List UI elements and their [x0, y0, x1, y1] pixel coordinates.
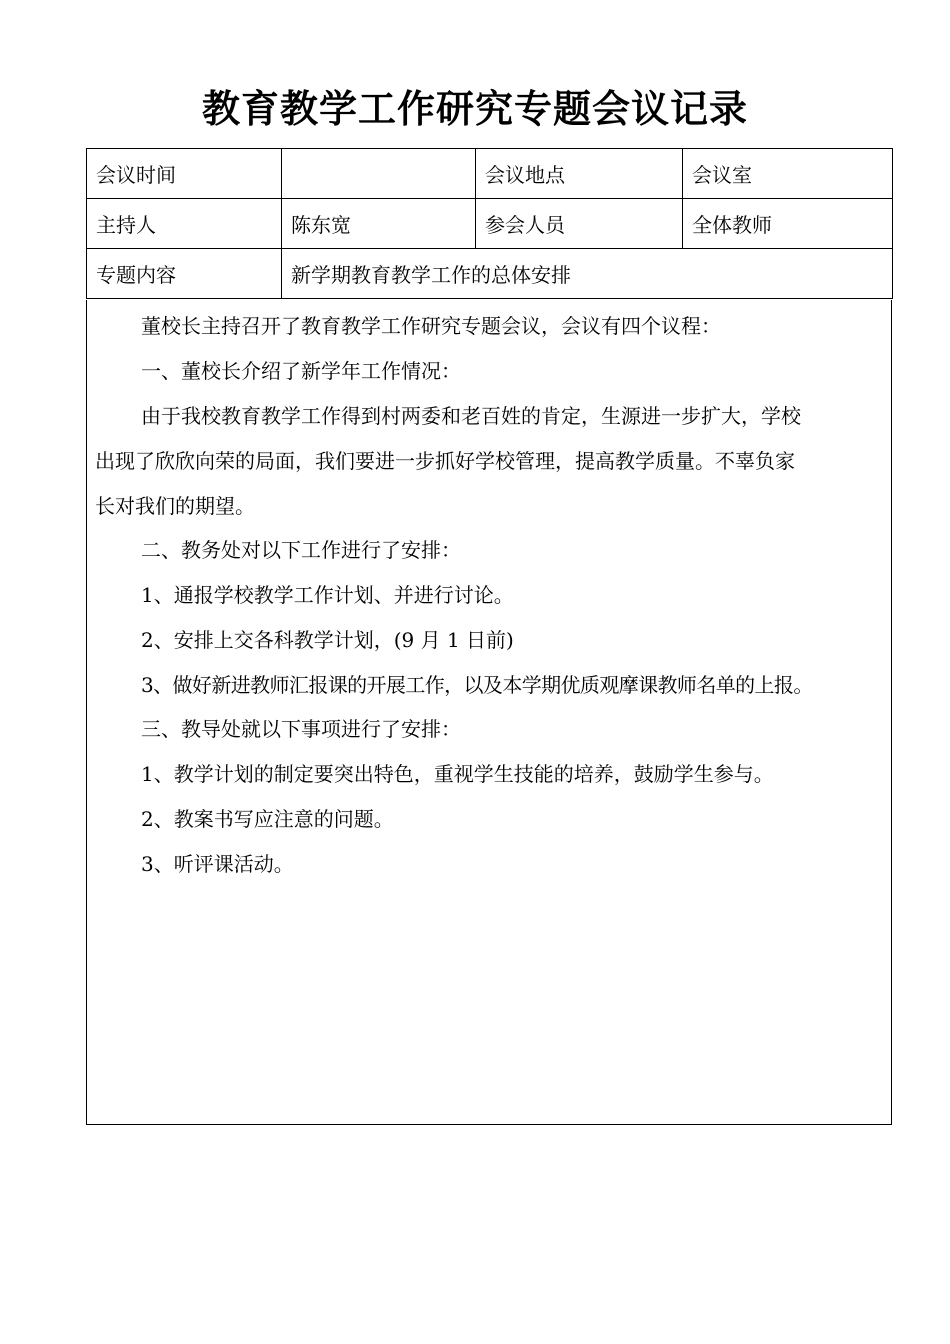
section1-body-line: 出现了欣欣向荣的局面，我们要进一步抓好学校管理，提高教学质量。不辜负家	[95, 449, 795, 473]
section2-item: 1、通报学校教学工作计划、并进行讨论。	[141, 583, 514, 607]
topic-value: 新学期教育教学工作的总体安排	[282, 249, 893, 299]
topic-label: 专题内容	[87, 249, 282, 299]
info-row-topic	[87, 249, 893, 299]
attendees-value: 全体教师	[683, 199, 893, 249]
section3-item: 2、教案书写应注意的问题。	[141, 807, 394, 831]
meeting-place-label: 会议地点	[476, 149, 683, 199]
section3-heading: 三、教导处就以下事项进行了安排：	[141, 717, 461, 741]
info-row-host-attendees	[87, 199, 893, 249]
meeting-minutes-body	[86, 300, 892, 1125]
meeting-time-value	[282, 149, 476, 199]
meeting-place-value: 会议室	[683, 149, 893, 199]
document-title: 教育教学工作研究专题会议记录	[201, 87, 748, 131]
section2-item: 3、做好新进教师汇报课的开展工作，以及本学期优质观摩课教师名单的上报。	[141, 673, 813, 697]
section1-body-line: 由于我校教育教学工作得到村两委和老百姓的肯定，生源进一步扩大，学校	[141, 404, 801, 428]
host-value: 陈东宽	[282, 199, 476, 249]
section1-body-line: 长对我们的期望。	[95, 494, 255, 518]
section1-heading: 一、董校长介绍了新学年工作情况：	[141, 359, 461, 383]
section2-item: 2、安排上交各科教学计划，(9 月 1 日前)	[141, 628, 514, 652]
intro-paragraph: 董校长主持召开了教育教学工作研究专题会议，会议有四个议程：	[141, 314, 721, 338]
section2-heading: 二、教务处对以下工作进行了安排：	[141, 538, 461, 562]
meeting-time-label: 会议时间	[87, 149, 282, 199]
info-row-time-place	[87, 149, 893, 199]
host-label: 主持人	[87, 199, 282, 249]
section3-item: 1、教学计划的制定要突出特色，重视学生技能的培养，鼓励学生参与。	[141, 762, 774, 786]
attendees-label: 参会人员	[476, 199, 683, 249]
meeting-info-table	[86, 148, 893, 299]
section3-item: 3、听评课活动。	[141, 852, 294, 876]
